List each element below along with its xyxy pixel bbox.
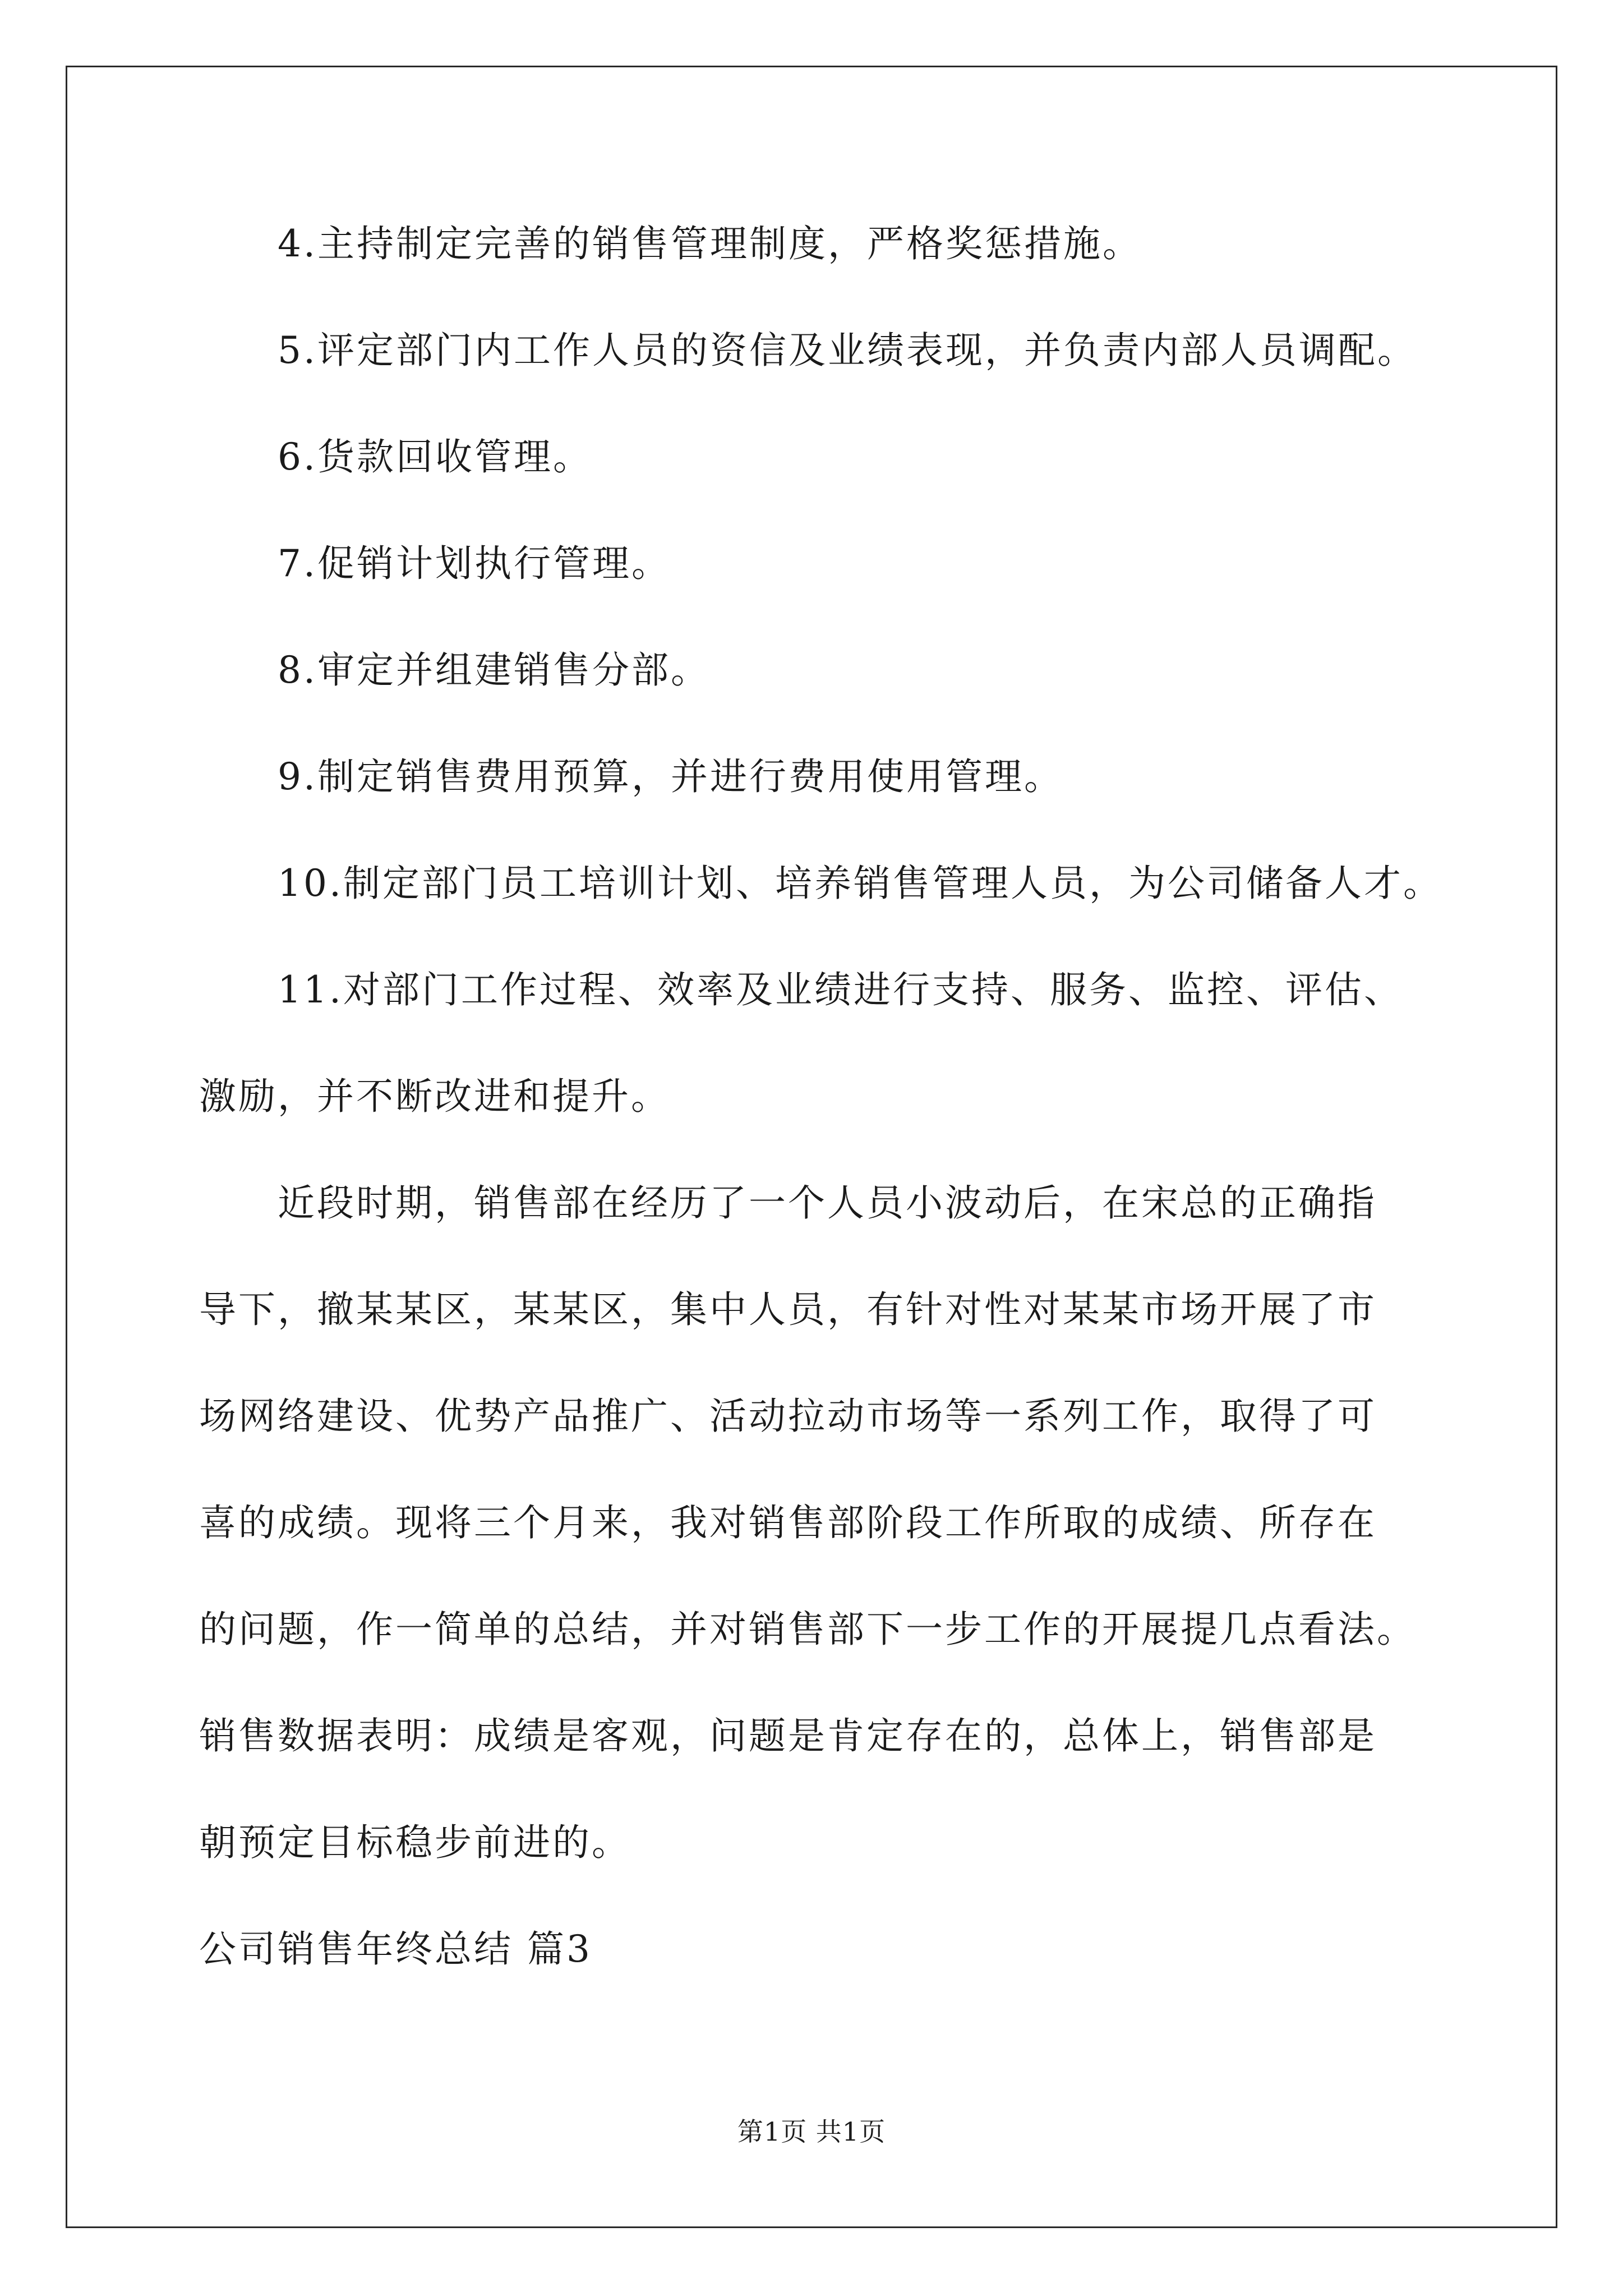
page-border: [66, 66, 1557, 2228]
list-item-9: 9.制定销售费用预算，并进行费用使用管理。: [278, 755, 1063, 798]
paragraph-line: 近段时期，销售部在经历了一个人员小波动后，在宋总的正确指: [278, 1181, 1377, 1225]
list-item-7: 7.促销计划执行管理。: [278, 542, 671, 585]
list-item-8: 8.审定并组建销售分部。: [278, 648, 710, 692]
paragraph-line: 场网络建设、优势产品推广、活动拉动市场等一系列工作，取得了可: [199, 1395, 1377, 1438]
paragraph-line: 朝预定目标稳步前进的。: [199, 1821, 631, 1864]
list-item-4: 4.主持制定完善的销售管理制度，严格奖惩措施。: [278, 222, 1142, 265]
list-item-11: 11.对部门工作过程、效率及业绩进行支持、服务、监控、评估、: [278, 968, 1403, 1011]
list-item-5: 5.评定部门内工作人员的资信及业绩表现，并负责内部人员调配。: [278, 329, 1417, 372]
paragraph-line: 喜的成绩。现将三个月来，我对销售部阶段工作所取的成绩、所存在: [199, 1501, 1377, 1544]
paragraph-line: 销售数据表明：成绩是客观，问题是肯定存在的，总体上，销售部是: [199, 1714, 1377, 1757]
paragraph-line: 的问题，作一简单的总结，并对销售部下一步工作的开展提几点看法。: [199, 1608, 1416, 1651]
list-item-6: 6.货款回收管理。: [278, 435, 592, 478]
section-heading: 公司销售年终总结 篇3: [199, 1927, 592, 1971]
list-item-11-continued: 激励，并不断改进和提升。: [199, 1075, 670, 1118]
list-item-10: 10.制定部门员工培训计划、培养销售管理人员，为公司储备人才。: [278, 862, 1442, 905]
page-footer: 第1页 共1页: [737, 2116, 886, 2147]
paragraph-line: 导下，撤某某区，某某区，集中人员，有针对性对某某市场开展了市: [199, 1288, 1377, 1331]
